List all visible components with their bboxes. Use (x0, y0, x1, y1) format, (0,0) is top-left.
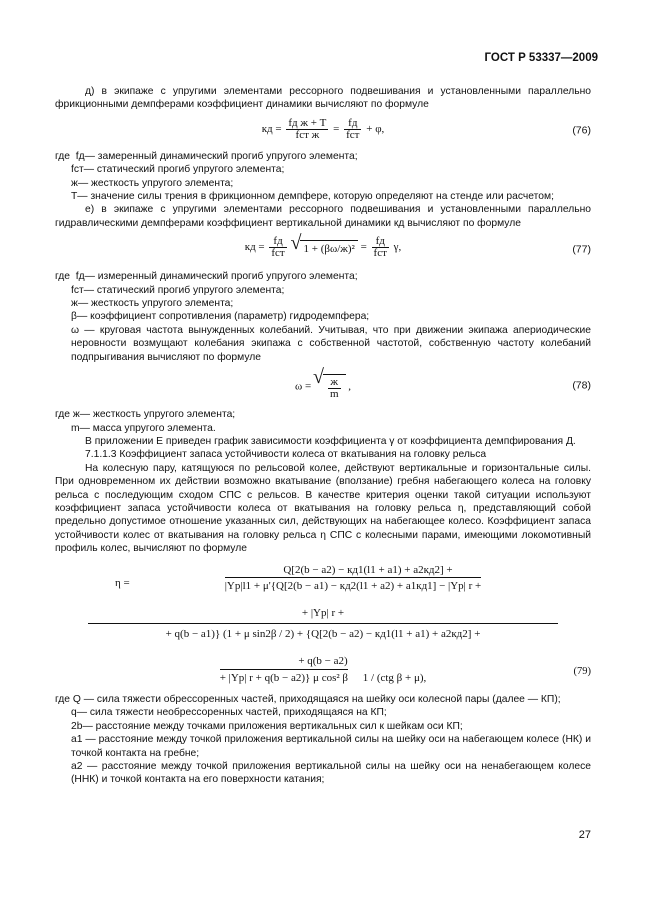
standard-header: ГОСТ Р 53337—2009 (484, 52, 598, 64)
definition-row: q — сила тяжести необрессоренных частей, приходящаяся на КП; (71, 707, 387, 719)
definition-row: ω — круговая частота вынужденных колебаний. Учитывая, что при движении экипажа апериодические неровности возмущают колебания экипажа с собственной частотой, собственную частоту колебаний подпрыгивания вычисляют по формуле (71, 324, 591, 363)
eq79-line3: + |Yр| r + (301, 607, 345, 620)
definition-row: a2 — расстояние между точкой приложения вертикальной силы на шейку оси на ненабегающем колесе (ННК) и точкой контакта на его поверхности катания; (71, 761, 591, 786)
definition-row: ж — жесткость упругого элемента; (71, 298, 234, 310)
equation-78 (55, 364, 591, 408)
eq76-lhs: кд = (261, 122, 282, 135)
eq79-line5: + q(b − a2) (298, 655, 348, 668)
eq77-tail: γ, (393, 241, 402, 254)
equation-79 (55, 564, 591, 685)
paragraph-d: д) в экипаже с упругими элементами рессорного подвешивания и установленными параллельно фрикционными демпферами коэффициент динамики вычисляют по формуле (55, 86, 591, 111)
eq79-fraction-bar (88, 623, 558, 624)
equation-number-78: (78) (572, 379, 591, 392)
definitions-77 (55, 270, 591, 364)
eq77-sqrt: √ 1 + (βω/ж)² (300, 240, 357, 256)
page-content (55, 85, 591, 787)
definition-row: m — масса упругого элемента. (71, 422, 216, 434)
definition-row: ж — жесткость упругого элемента; (71, 177, 234, 189)
eq77-equals: = (360, 241, 367, 254)
eq77-lhs: кд = (244, 241, 265, 254)
definition-row: где fд — замеренный динамический прогиб упругого элемента; (55, 150, 358, 162)
section-heading-7113: 7.1.1.3 Коэффициент запаса устойчивости колеса от вкатывания на головку рельса (85, 449, 487, 461)
eq78-sqrt: √ $\frac{ж}{m}$ (323, 374, 346, 400)
definition-row: fст — статический прогиб упругого элемента; (71, 284, 285, 296)
definition-row: fст — статический прогиб упругого элемента; (71, 164, 285, 176)
equation-77 (55, 230, 591, 270)
definitions-78 (55, 408, 591, 435)
definition-row: β — коэффициент сопротивления (параметр) гидродемпфера; (71, 311, 370, 323)
eq76-frac1: $\frac{\text{fд ж + T}}{\text{fст ж}}$ (288, 116, 327, 141)
equation-number-79: (79) (573, 665, 591, 677)
eq79-lhs: η = (115, 576, 130, 589)
eq79-line4: + q(b − a1)} (1 + μ sin2β / 2) + {Q[2(b − a2) − кд1(l1 + a1) + a2кд2] + (165, 627, 481, 640)
definition-row: 2b — расстояние между точками приложения вертикальных сил к шейкам оси КП; (71, 720, 463, 732)
paragraph-appendix: В приложении Е приведен график зависимости коэффициента γ от коэффициента демпфирования Д. (85, 435, 576, 447)
paragraph-wheel: На колесную пару, катящуюся по рельсовой колее, действуют вертикальные и горизонтальные силы. При одновременном их действии возможно вкатывание (вползание) гребня набегающего колеса на головку рельса с последующим сходом СПС с рельсов. В качестве критерия оценки такой ситуации используют коэффициент запаса устойчивости колеса от вкатывания на головку рельса η, представляющий собой предельно допустимое отношение указанных сил, действующих на набегающее колесо. Коэффициент запаса устойчивости колес от вкатывания на головку рельса η СПС с колесными парами, имеющими локомотивный профиль колес, вычисляют по формуле (55, 462, 591, 555)
eq79-line6: + |Yр| r + q(b − a2)} μ cos² β 1 / (ctg β + μ), (79) (219, 665, 591, 684)
definitions-79 (55, 693, 591, 787)
eq77-frac2: $\frac{fд}{\text{fст}}$ (373, 235, 387, 260)
equation-number-77: (77) (572, 243, 591, 256)
formula-77 (55, 236, 591, 259)
equation-76 (55, 112, 591, 150)
eq76-frac2: $\frac{fд}{\text{fст}}$ (346, 116, 360, 141)
definitions-76 (55, 150, 591, 204)
definition-row: a1 — расстояние между точкой приложения вертикальной силы на шейку оси на набегающем колесе (НК) и точкой контакта на гребне; (71, 734, 591, 759)
eq76-tail: + φ, (366, 122, 385, 135)
eq77-frac1: $\frac{fд}{\text{fст}}$ (271, 235, 285, 260)
eq79-tail: 1 / (ctg β + μ) (362, 671, 424, 684)
definition-row: где Q — сила тяжести обрессоренных частей, приходящаяся на шейку оси колесной пары (далее — КП); (55, 694, 561, 705)
eq76-equals: = (333, 122, 340, 135)
formula-76 (55, 118, 591, 141)
eq79-line1: Q[2(b − a2) − кд1(l1 + a1) + a2кд2] + (283, 563, 453, 576)
definition-row: Т — значение силы трения в фрикционном демпфере, которую определяют на стенде или расчетом; (71, 191, 554, 203)
formula-78 (55, 374, 591, 400)
eq78-lhs: ω = (294, 380, 312, 393)
definition-row: где ж — жесткость упругого элемента; (55, 409, 236, 421)
paragraph-e: е) в экипаже с упругими элементами рессорного подвешивания и установленными параллельно гидравлическими демпферами коэффициент вертикальной динамики кд вычисляют по формуле (55, 204, 591, 229)
page-number: 27 (578, 829, 591, 841)
equation-number-76: (76) (572, 124, 591, 137)
eq79-line2: η = |Yр|l1 + μ'{Q[2(b − a1) − кд2(l1 + a2) + a1кд1] − |Yр| r + (115, 576, 482, 592)
eq78-tail: , (348, 380, 351, 393)
definition-row: где fд — измеренный динамический прогиб упругого элемента; (55, 271, 358, 283)
